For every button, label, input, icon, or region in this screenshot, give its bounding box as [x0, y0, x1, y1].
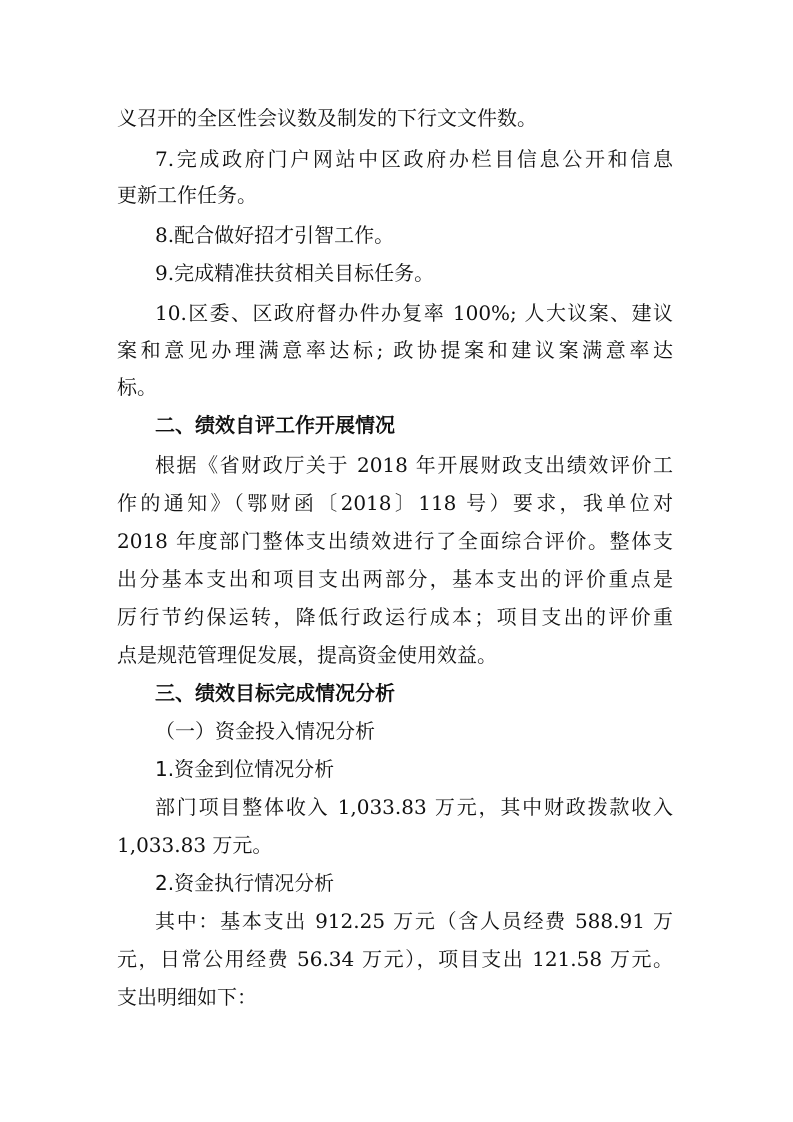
paragraph-line: 出分基本支出和项目支出两部分，基本支出的评价重点是 — [117, 567, 673, 591]
text-line: 标。 — [117, 375, 157, 399]
paragraph-line: 厉行节约保运转，降低行政运行成本；项目支出的评价重 — [117, 605, 673, 629]
paragraph-line: 部门项目整体收入 1,033.83 万元，其中财政拨款收入 — [155, 795, 673, 819]
subsection-heading-1: （一）资金投入情况分析 — [155, 719, 375, 743]
paragraph-line: 作的通知》（鄂财函〔2018〕118 号）要求，我单位对 — [117, 491, 673, 515]
paragraph-line: 点是规范管理促发展，提高资金使用效益。 — [117, 643, 497, 667]
list-item-10: 10.区委、区政府督办件办复率 100%; 人大议案、建议 — [155, 301, 673, 325]
list-item-7: 7.完成政府门户网站中区政府办栏目信息公开和信息 — [155, 147, 673, 171]
text-line: 义召开的全区性会议数及制发的下行文文件数。 — [117, 106, 537, 130]
text-line: 更新工作任务。 — [117, 183, 257, 207]
paragraph-line: 元，日常公用经费 56.34 万元），项目支出 121.58 万元。 — [117, 947, 673, 971]
section-heading-3: 三、绩效目标完成情况分析 — [155, 681, 395, 705]
text-line: 案和意见办理满意率达标; 政协提案和建议案满意率达 — [117, 338, 673, 362]
subsection-heading-1-2: 2.资金执行情况分析 — [155, 871, 335, 895]
section-heading-2: 二、绩效自评工作开展情况 — [155, 413, 395, 437]
paragraph-line: 根据《省财政厅关于 2018 年开展财政支出绩效评价工 — [155, 453, 673, 477]
list-item-8: 8.配合做好招才引智工作。 — [155, 223, 395, 247]
subsection-heading-1-1: 1.资金到位情况分析 — [155, 757, 335, 781]
paragraph-line: 其中：基本支出 912.25 万元（含人员经费 588.91 万 — [155, 909, 673, 933]
paragraph-line: 2018 年度部门整体支出绩效进行了全面综合评价。整体支 — [117, 529, 673, 553]
list-item-9: 9.完成精准扶贫相关目标任务。 — [155, 261, 435, 285]
paragraph-line: 支出明细如下： — [117, 985, 257, 1009]
paragraph-line: 1,033.83 万元。 — [117, 833, 273, 857]
